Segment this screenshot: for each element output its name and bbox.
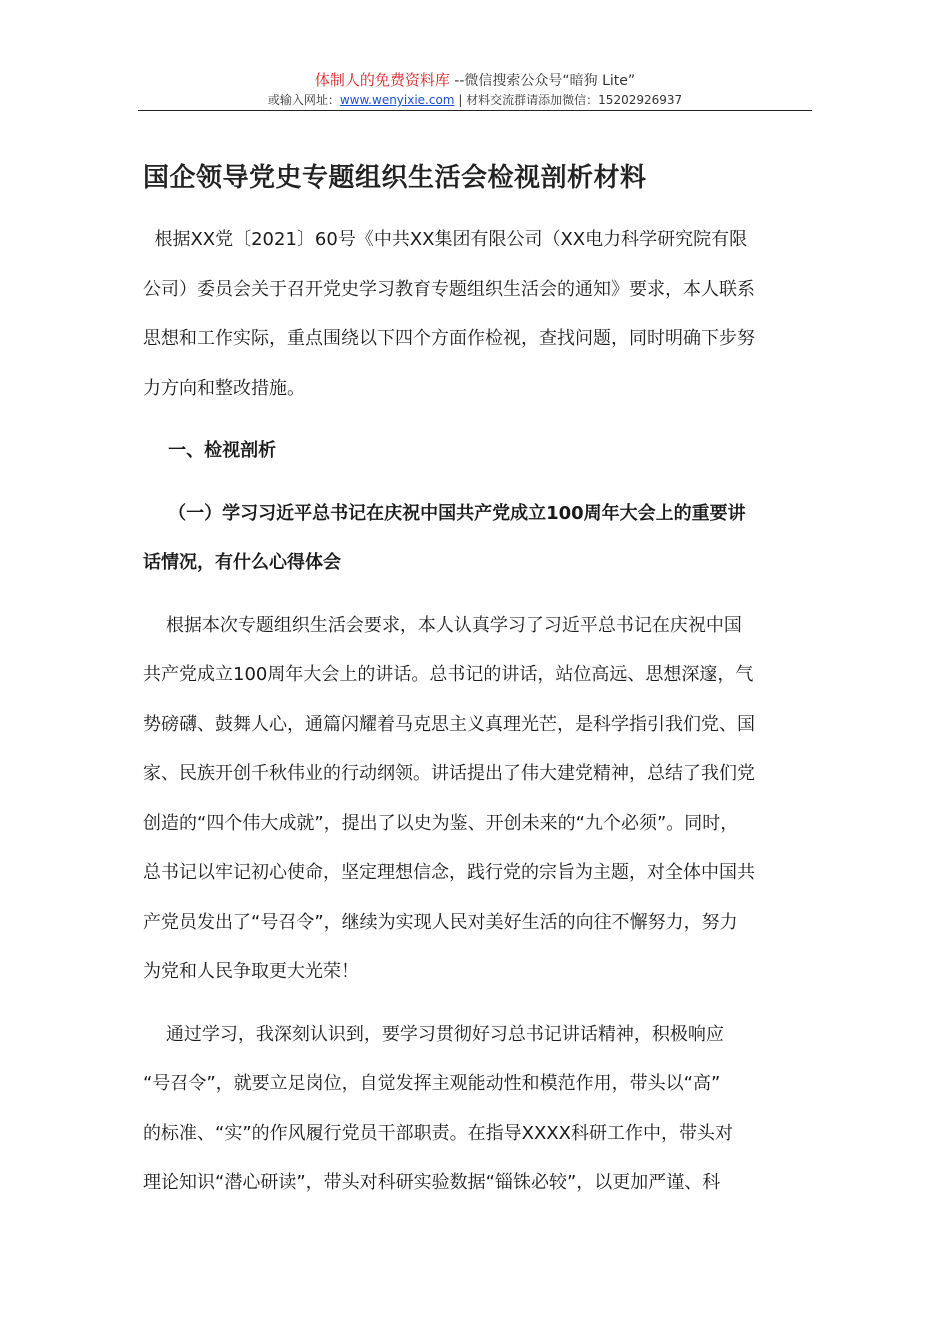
text-line: 势磅礴、鼓舞人心，通篇闪耀着马克思主义真理光芒，是科学指引我们党、国 bbox=[143, 713, 755, 735]
header-tagline: --微信搜索公众号“暗狗 Lite” bbox=[449, 73, 636, 89]
heading-line: 话情况，有什么心得体会 bbox=[143, 552, 341, 573]
paragraph-reflection bbox=[143, 1010, 811, 1208]
heading-line: 一、检视剖析 bbox=[143, 440, 277, 461]
text-line: 总书记以牢记初心使命，坚定理想信念，践行党的宗旨为主题，对全体中国共 bbox=[143, 862, 755, 883]
document-title: 国企领导党史专题组织生活会检视剖析材料 bbox=[143, 163, 647, 193]
section-heading-1 bbox=[143, 426, 811, 476]
page-header bbox=[138, 70, 812, 109]
text-line: 为党和人民争取更大光荣！ bbox=[143, 961, 359, 982]
subsection-heading-1 bbox=[143, 489, 811, 588]
paragraph-intro bbox=[143, 215, 811, 413]
text-line: 共产党成立100周年大会上的讲话。总书记的讲话，站位高远、思想深邃，气 bbox=[143, 664, 754, 685]
text-line: 思想和工作实际，重点围绕以下四个方面作检视，查找问题，同时明确下步努 bbox=[143, 328, 755, 349]
header-divider bbox=[138, 110, 812, 111]
header-contact: | 材料交流群请添加微信：15202926937 bbox=[454, 93, 683, 107]
text-line: 通过学习，我深刻认识到，要学习贯彻好习总书记讲话精神，积极响应 bbox=[143, 1023, 724, 1045]
header-url-prefix: 或输入网址： bbox=[267, 93, 340, 107]
paragraph-learning bbox=[143, 601, 811, 997]
header-line-1 bbox=[138, 70, 812, 91]
heading-line: （一）学习习近平总书记在庆祝中国共产党成立100周年大会上的重要讲 bbox=[143, 502, 746, 524]
header-line-2 bbox=[138, 91, 812, 109]
text-line: “号召令”，就要立足岗位，自觉发挥主观能动性和模范作用，带头以“高” bbox=[143, 1073, 721, 1094]
text-line: 的标准、“实”的作风履行党员干部职责。在指导XXXX科研工作中，带头对 bbox=[143, 1122, 733, 1144]
text-line: 公司）委员会关于召开党史学习教育专题组织生活会的通知》要求，本人联系 bbox=[143, 278, 755, 300]
document-body bbox=[143, 215, 811, 1208]
text-line: 家、民族开创千秋伟业的行动纲领。讲话提出了伟大建党精神，总结了我们党 bbox=[143, 763, 755, 784]
text-line: 力方向和整改措施。 bbox=[143, 377, 305, 399]
text-line: 产党员发出了“号召令”，继续为实现人民对美好生活的向往不懈努力，努力 bbox=[143, 911, 738, 933]
text-line: 根据XX党〔2021〕60号《中共XX集团有限公司（XX电力科学研究院有限 bbox=[143, 229, 748, 250]
text-line: 创造的“四个伟大成就”，提出了以史为鉴、开创未来的“九个必须”。同时， bbox=[143, 812, 739, 834]
header-url-link[interactable]: www.wenyixie.com bbox=[339, 93, 455, 107]
text-line: 理论知识“潜心研读”，带头对科研实验数据“锱铢必较”，以更加严谨、科 bbox=[143, 1172, 721, 1193]
text-line: 根据本次专题组织生活会要求，本人认真学习了习近平总书记在庆祝中国 bbox=[143, 614, 742, 636]
header-brand: 体制人的免费资料库 bbox=[314, 71, 450, 89]
